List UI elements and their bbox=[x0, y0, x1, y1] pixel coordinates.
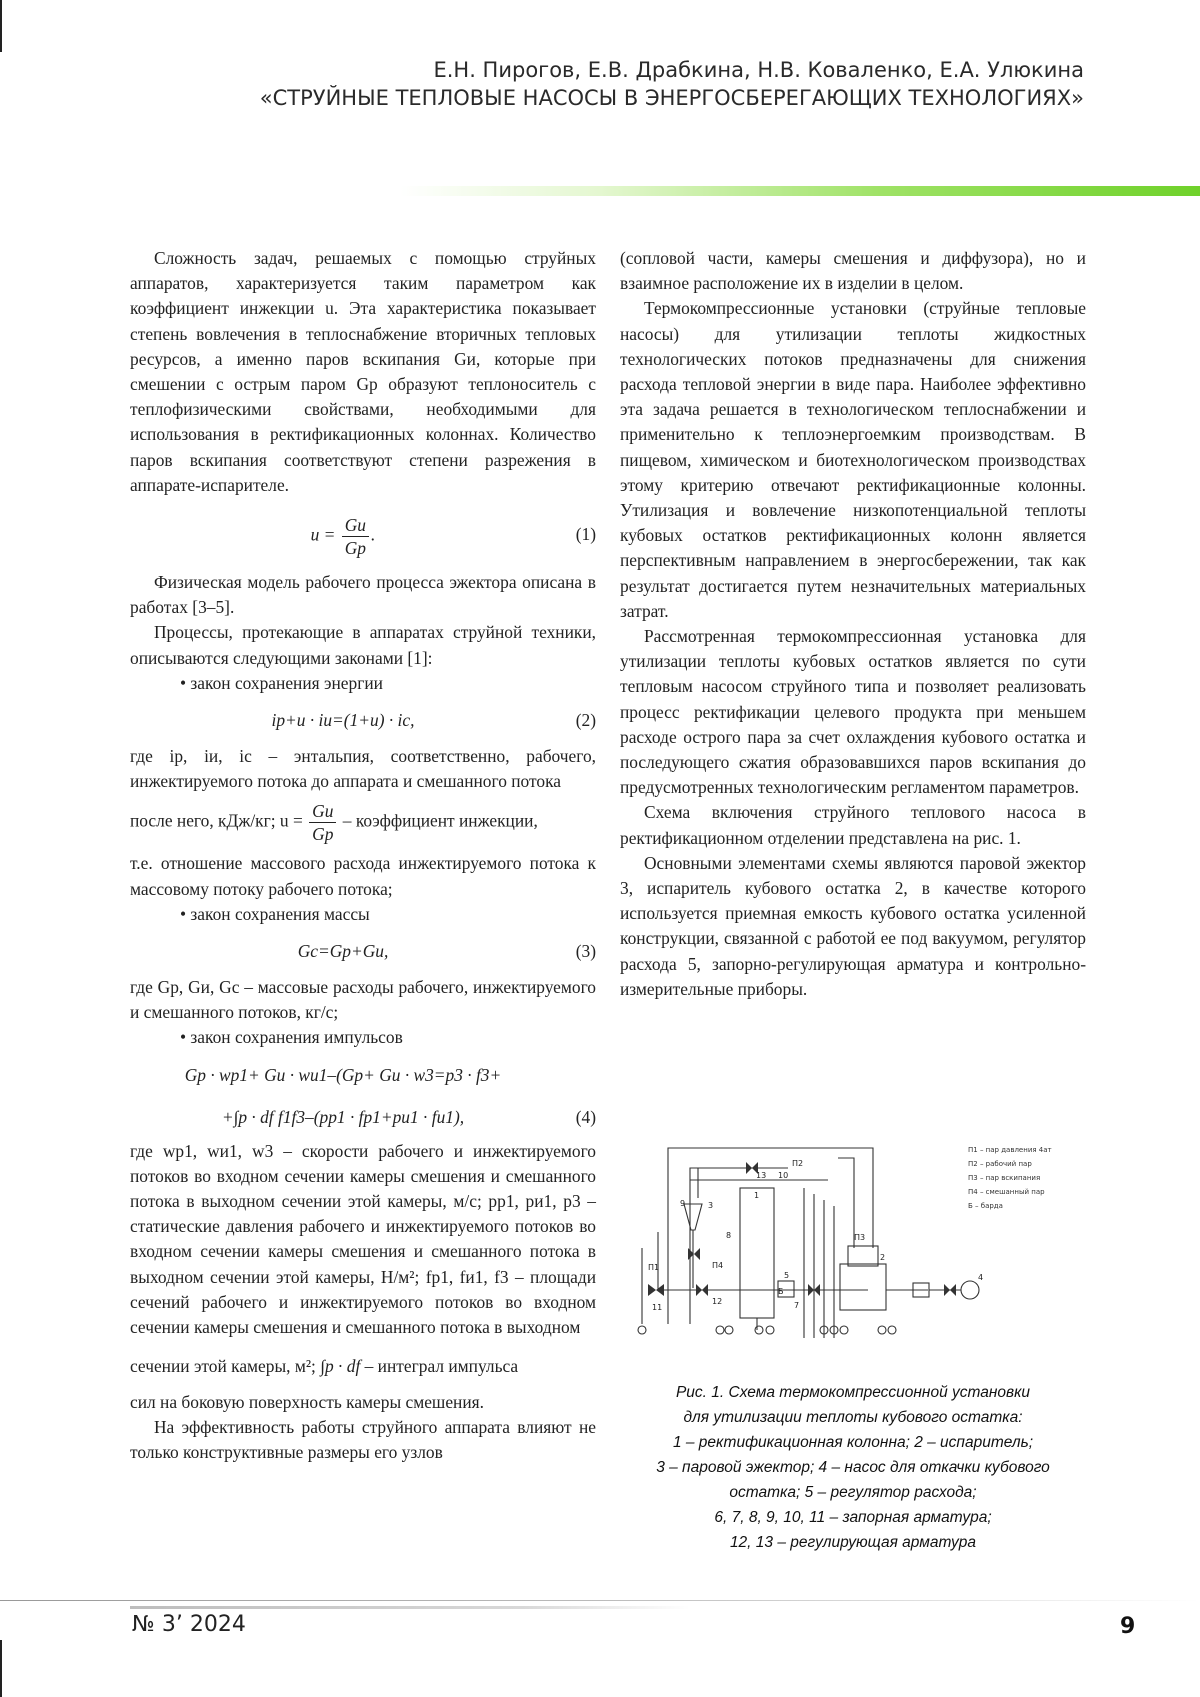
running-header bbox=[260, 56, 1084, 112]
svg-text:7: 7 bbox=[794, 1301, 800, 1310]
eq1-denominator: Gр bbox=[344, 538, 367, 559]
svg-text:1: 1 bbox=[754, 1191, 760, 1200]
svg-text:4: 4 bbox=[978, 1273, 984, 1282]
svg-text:9: 9 bbox=[680, 1199, 686, 1208]
caption-line: для утилизации теплоты кубового остатка: bbox=[683, 1409, 1023, 1426]
paragraph-with-integral bbox=[130, 1354, 596, 1379]
eq3-number: (3) bbox=[575, 941, 596, 962]
paragraph: где iр, iи, iс – энтальпия, соответственно, рабочего, инжектируемого потока до аппарата и смешанного потока bbox=[130, 746, 596, 792]
paragraph: Физическая модель рабочего процесса эжектора описана в работах [3–5]. bbox=[130, 572, 596, 618]
legend-item: П2 – рабочий пар bbox=[968, 1160, 1032, 1168]
svg-text:13: 13 bbox=[756, 1171, 767, 1180]
footer-rule bbox=[0, 1600, 1200, 1601]
paragraph: сил на боковую поверхность камеры смешения. bbox=[130, 1391, 485, 1412]
legend-item: П4 – смешанный пар bbox=[968, 1188, 1045, 1196]
caption-line: 6, 7, 8, 9, 10, 11 – запорная арматура; bbox=[714, 1509, 992, 1526]
eq1-tail: . bbox=[371, 524, 376, 545]
caption-line: 1 – ректификационная колонна; 2 – испаритель; bbox=[672, 1434, 1034, 1451]
svg-text:5: 5 bbox=[784, 1271, 790, 1280]
svg-text:3: 3 bbox=[708, 1201, 714, 1210]
figure-schematic bbox=[628, 1138, 1088, 1350]
paragraph: (сопловой части, камеры смешения и диффузора), но и взаимное расположение их в изделии в целом. bbox=[620, 248, 1086, 294]
paragraph: Основными элементами схемы являются паровой эжектор 3, испаритель кубового остатка 2, в качестве которого используется приемная емкость кубового остатка усиленной конструкции, связанной с работой ее под вакуумом, регулятор расхода 5, запорно-регулирующая арматура и контрольно-измерительные приборы. bbox=[620, 852, 1086, 999]
bullet-item: • закон сохранения энергии bbox=[180, 672, 383, 693]
eq4-line1: Gр · wр1+ Gи · wи1–(Gр+ Gи · w3=p3 · f3+ bbox=[184, 1064, 502, 1085]
figure-caption bbox=[620, 1380, 1086, 1555]
caption-line: 12, 13 – регулирующая арматура bbox=[729, 1534, 977, 1551]
eq4-number: (4) bbox=[575, 1106, 596, 1127]
equation-2 bbox=[130, 700, 596, 740]
svg-text:П3: П3 bbox=[854, 1233, 866, 1242]
paragraph: На эффективность работы струйного аппарата влияют не только конструктивные размеры его узлов bbox=[130, 1416, 596, 1462]
eq1-lhs: u = bbox=[310, 524, 336, 545]
p9-pre: сечении этой камеры, м²; bbox=[130, 1356, 316, 1377]
equation-4 bbox=[130, 1055, 596, 1135]
caption-line: 3 – паровой эжектор; 4 – насос для откачки кубового bbox=[656, 1459, 1050, 1476]
header-title: «СТРУЙНЫЕ ТЕПЛОВЫЕ НАСОСЫ В ЭНЕРГОСБЕРЕГАЮЩИХ ТЕХНОЛОГИЯХ» bbox=[259, 86, 1084, 110]
p9-integral: ∫p · df bbox=[320, 1356, 361, 1377]
eq2-body: iр+u · iи=(1+u) · iс, bbox=[271, 710, 415, 731]
paragraph: т.е. отношение массового расхода инжектируемого потока к массовому потоку рабочего потока; bbox=[130, 853, 596, 899]
p5-fraction bbox=[309, 800, 336, 845]
svg-text:П4: П4 bbox=[712, 1261, 724, 1270]
bullet-item: • закон сохранения импульсов bbox=[180, 1027, 403, 1048]
svg-text:П2: П2 bbox=[792, 1159, 804, 1168]
crop-mark bbox=[0, 1640, 2, 1697]
svg-text:П1: П1 bbox=[648, 1263, 660, 1272]
eq4-line2: +∫p · df f1f3–(pр1 · fр1+pи1 · fи1), bbox=[221, 1106, 465, 1127]
eq2-number: (2) bbox=[575, 710, 596, 731]
eq3-body: Gс=Gр+Gи, bbox=[297, 941, 389, 962]
caption-line: остатка; 5 – регулятор расхода; bbox=[729, 1484, 977, 1501]
equation-1 bbox=[130, 504, 596, 564]
paragraph: Процессы, протекающие в аппаратах струйной техники, описываются следующими законами [1]: bbox=[130, 622, 596, 668]
bullet-item: • закон сохранения массы bbox=[180, 903, 370, 924]
left-column bbox=[130, 246, 596, 1465]
paragraph: Термокомпрессионные установки (струйные тепловые насосы) для утилизации теплоты жидкостных технологических потоков предназначены для снижения расхода тепловой энергии в виде пара. Наиболее эффективно эта задача решается в технологическом теплоснабжении и применительно к теплоэнергоемким производствам. В пищевом, химическом и биотехнологическом производствах этому критерию отвечают ректификационные колонны. Утилизация и вовлечение низкопотенциальной теплоты кубовых остатков ректификационных колонн является перспективным направлением в энергосбережении, так как результат достигается путем незначительных материальных затрат. bbox=[620, 298, 1086, 621]
legend-item: Б – барда bbox=[968, 1202, 1003, 1210]
legend-item: П3 – пар вскипания bbox=[968, 1174, 1041, 1182]
p5-post: – коэффициент инжекции, bbox=[342, 810, 538, 831]
svg-text:2: 2 bbox=[880, 1253, 886, 1262]
p5-denominator: Gр bbox=[312, 824, 334, 845]
caption-line: Рис. 1. Схема термокомпрессионной установки bbox=[675, 1384, 1031, 1401]
equation-3 bbox=[130, 931, 596, 971]
p5-pre: после него, кДж/кг; u = bbox=[130, 810, 303, 831]
legend-item: П1 – пар давления 4ат bbox=[968, 1146, 1052, 1154]
issue-number: № 3’ 2024 bbox=[132, 1612, 246, 1637]
svg-text:12: 12 bbox=[712, 1297, 723, 1306]
paragraph: Сложность задач, решаемых с помощью струйных аппаратов, характеризуется таким параметром как коэффициент инжекции u. Эта характеристика показывает степень вовлечения в теплоснабжение вторичных тепловых ресурсов, а именно паров вскипания Gи, которые при смешении с острым паром Gр образуют теплоноситель с теплофизическими свойствами, необходимыми для использования в ректификационных колоннах. Количество паров вскипания соответствуют степени разрежения в аппарате-испарителе. bbox=[130, 248, 596, 495]
right-column bbox=[620, 246, 1086, 1002]
svg-text:11: 11 bbox=[652, 1303, 663, 1312]
svg-text:Б: Б bbox=[778, 1287, 784, 1296]
paragraph-with-fraction bbox=[130, 800, 596, 845]
eq1-fraction bbox=[342, 514, 369, 559]
page-number: 9 bbox=[1120, 1614, 1136, 1639]
eq1-numerator: Gи bbox=[342, 514, 369, 537]
p5-numerator: Gи bbox=[309, 800, 336, 823]
paragraph: Схема включения струйного теплового насоса в ректификационном отделении представлена на рис. 1. bbox=[620, 802, 1086, 848]
footer-rule-gradient bbox=[130, 1606, 690, 1609]
header-gradient-band bbox=[400, 186, 1200, 196]
p9-post: – интеграл импульса bbox=[364, 1356, 519, 1377]
crop-mark bbox=[0, 0, 2, 52]
eq1-number: (1) bbox=[575, 524, 596, 545]
svg-text:8: 8 bbox=[726, 1231, 732, 1240]
header-authors: Е.Н. Пирогов, Е.В. Драбкина, Н.В. Коваленко, Е.А. Улюкина bbox=[433, 58, 1084, 82]
paragraph: Рассмотренная термокомпрессионная установка для утилизации теплоты кубовых остатков является по сути тепловым насосом струйного типа и позволяет реализовать процесс ректификации целевого продукта при меньшем расходе острого пара за счет охлаждения кубового остатка и последующего сжатия образовавшихся паров вскипания до предусмотренных технологическим регламентом параметров. bbox=[620, 626, 1086, 798]
paragraph: где wр1, wи1, w3 – скорости рабочего и инжектируемого потоков во входном сечении камеры смешения и смешанного потока в выходном сечении этой камеры, м/с; pр1, pи1, p3 – статические давления рабочего и инжектируемого потоков во входном сечении камеры смешения и смешанного потока в выходном сечении этой камеры, Н/м²; fр1, fи1, f3 – площади сечений рабочего и инжектируемого потоков во входном сечении камеры смешения и смешанного потока в выходном bbox=[130, 1140, 596, 1338]
svg-text:10: 10 bbox=[778, 1171, 789, 1180]
paragraph: где Gр, Gи, Gс – массовые расходы рабочего, инжектируемого и смешанного потоков, кг/с; bbox=[130, 977, 596, 1023]
